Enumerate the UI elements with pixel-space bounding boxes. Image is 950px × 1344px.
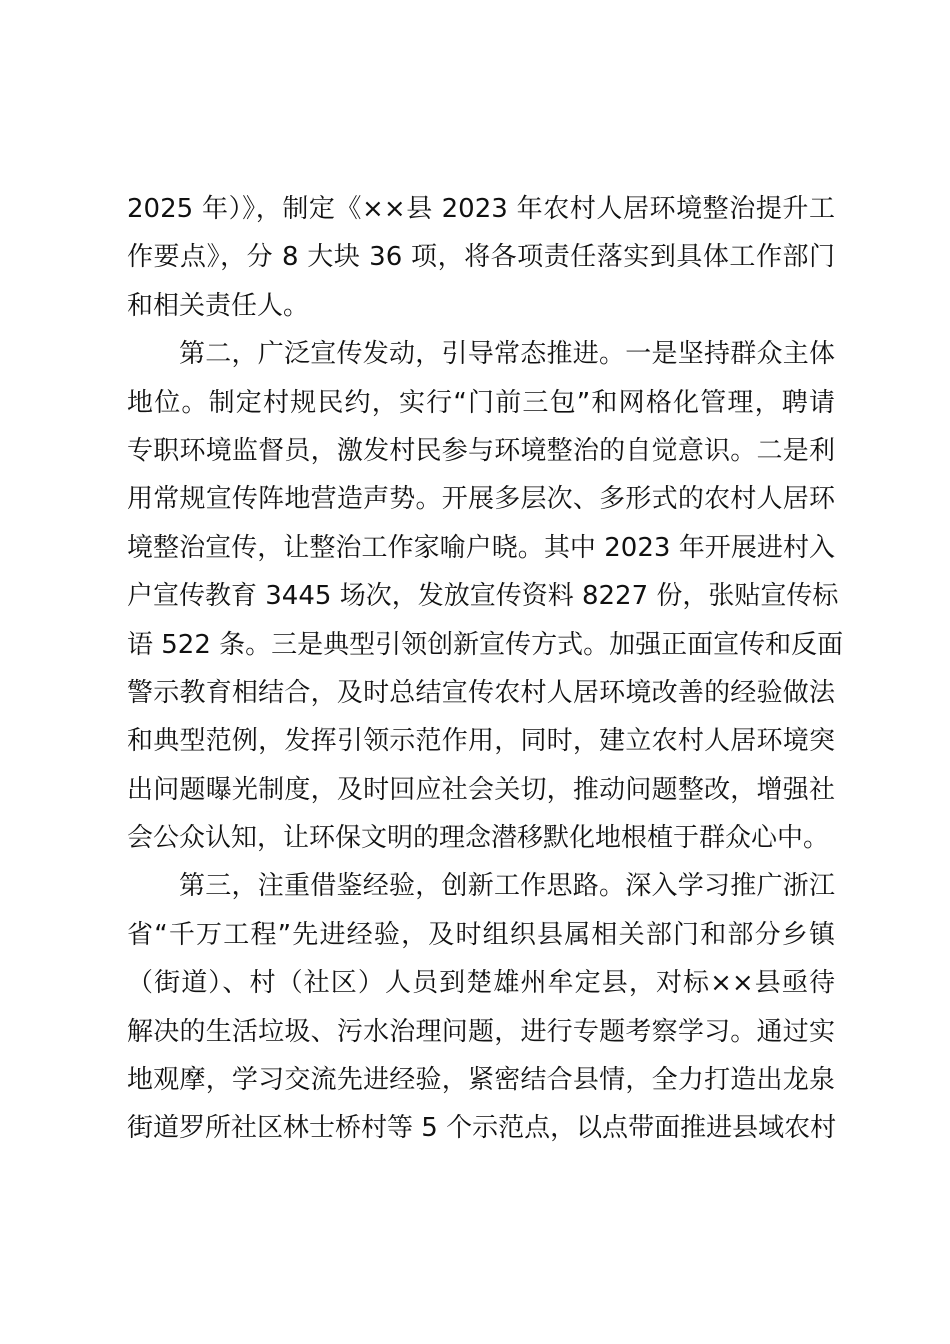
text-line: 2025 年）》，制定《××县 2023 年农村人居环境整治提升工 [127,194,835,224]
text-line: 警示教育相结合，及时总结宣传农村人居环境改善的经验做法 [127,677,835,708]
text-line: 户宣传教育 3445 场次，发放宣传资料 8227 份，张贴宣传标 [127,581,839,612]
text-line: 出问题曝光制度，及时回应社会关切，推动问题整改，增强社 [127,774,835,805]
paragraph-start-line: 第三，注重借鉴经验，创新工作思路。深入学习推广浙江 [179,871,835,902]
body-text [127,185,844,1153]
text-line: （街道）、村（社区）人员到楚雄州牟定县，对标××县亟待 [127,968,835,999]
text-line: 语 522 条。三是典型引领创新宣传方式。加强正面宣传和反面 [127,629,844,660]
text-line: 会公众认知，让环保文明的理念潜移默化地根植于群众心中。 [127,823,830,854]
text-line: 和相关责任人。 [127,290,310,321]
text-line: 用常规宣传阵地营造声势。开展多层次、多形式的农村人居环 [127,484,835,515]
text-line: 地观摩，学习交流先进经验，紧密结合县情，全力打造出龙泉 [127,1065,835,1096]
text-line: 和典型范例，发挥引领示范作用，同时，建立农村人居环境突 [127,726,835,757]
text-line: 境整治宣传，让整治工作家喻户晓。其中 2023 年开展进村入 [127,532,835,563]
text-line: 省“千万工程”先进经验，及时组织县属相关部门和部分乡镇 [127,919,835,950]
text-line: 解决的生活垃圾、污水治理问题，进行专题考察学习。通过实 [127,1016,835,1047]
text-line: 地位。制定村规民约，实行“门前三包”和网格化管理，聘请 [127,387,835,418]
text-line: 作要点》，分 8 大块 36 项，将各项责任落实到具体工作部门 [127,242,835,273]
text-line: 街道罗所社区林士桥村等 5 个示范点，以点带面推进县域农村 [127,1113,837,1144]
text-line: 专职环境监督员，激发村民参与环境整治的自觉意识。二是利 [127,435,835,466]
paragraph-start-line: 第二，广泛宣传发动，引导常态推进。一是坚持群众主体 [179,339,835,370]
